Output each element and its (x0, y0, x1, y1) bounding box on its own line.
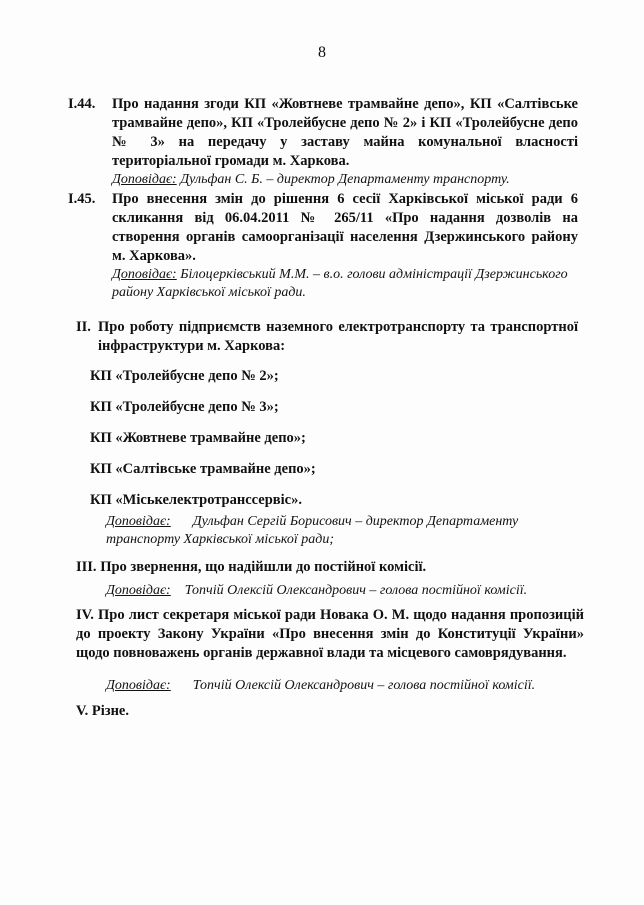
section-text: Про роботу підприємств наземного електротранспорту та транспортної інфраструктури м. Харкова: (98, 319, 578, 354)
speaker-name: Топчій Олексій Олександрович – голова постійної комісії. (192, 678, 536, 693)
item-text: Про надання згоди КП «Жовтневе трамвайне депо», КП «Салтівське трамвайне депо», КП «Тролейбусне депо № 2» і КП «Тролейбусне депо № 3» на передачу у заставу майна комунальної власності територіальної громади м. Харкова. (112, 96, 578, 169)
section-text: Про звернення, що надійшли до постійної комісії. (100, 559, 427, 575)
depot-item: КП «Салтівське трамвайне депо»; (90, 461, 316, 477)
section-text: Різне. (91, 703, 129, 719)
depot-item: КП «Міськелектротранссервіс». (90, 492, 302, 508)
section-number: III. (76, 559, 97, 575)
section-v (76, 702, 129, 721)
speaker-line (112, 171, 578, 189)
speaker-label: Доповідає: (112, 172, 177, 187)
depot-item: КП «Жовтневе трамвайне депо»; (90, 430, 306, 446)
speaker-line (112, 266, 578, 302)
speaker-name: Топчій Олексій Олександрович – голова постійної комісії. (184, 583, 528, 598)
section-number: V. (76, 703, 89, 719)
section-iv (76, 606, 584, 663)
agenda-item-i45 (68, 190, 578, 302)
speaker-label: Доповідає: (106, 583, 171, 598)
agenda-item-i44 (68, 95, 578, 189)
speaker-label: Доповідає: (106, 514, 171, 529)
section-text: Про лист секретаря міської ради Новака О. М. щодо надання пропозицій до проекту Закону України «Про внесення змін до Конституції України» щодо повноважень органів державної влади та місцевого самоврядування. (76, 607, 585, 661)
speaker-line-iii (106, 582, 586, 600)
speaker-name: Дульфан С. Б. – директор Департаменту транспорту. (180, 172, 510, 187)
speaker-name: Дульфан Сергій Борисович – директор Департаменту транспорту Харківської міської ради; (106, 514, 519, 547)
page-number: 8 (318, 44, 326, 61)
section-number: IV. (76, 607, 94, 623)
depot-item: КП «Тролейбусне депо № 2»; (90, 368, 279, 384)
item-number: I.45. (68, 191, 96, 207)
section-number: II. (76, 319, 91, 335)
item-number: I.44. (68, 96, 96, 112)
section-ii (76, 318, 578, 356)
speaker-label: Доповідає: (106, 678, 171, 693)
depot-item: КП «Тролейбусне депо № 3»; (90, 399, 279, 415)
speaker-name: Білоцерківський М.М. – в.о. голови адміністрації Дзержинського району Харківської міської ради. (112, 267, 568, 300)
section-iii (76, 558, 578, 577)
speaker-label: Доповідає: (112, 267, 177, 282)
speaker-line-iv (106, 677, 586, 695)
speaker-line-ii (106, 513, 546, 549)
item-text: Про внесення змін до рішення 6 сесії Харківської міської ради 6 скликання від 06.04.2011 № 265/11 «Про надання дозволів на створення органів самоорганізації населення Дзержинського району м. Харкова». (112, 191, 578, 264)
